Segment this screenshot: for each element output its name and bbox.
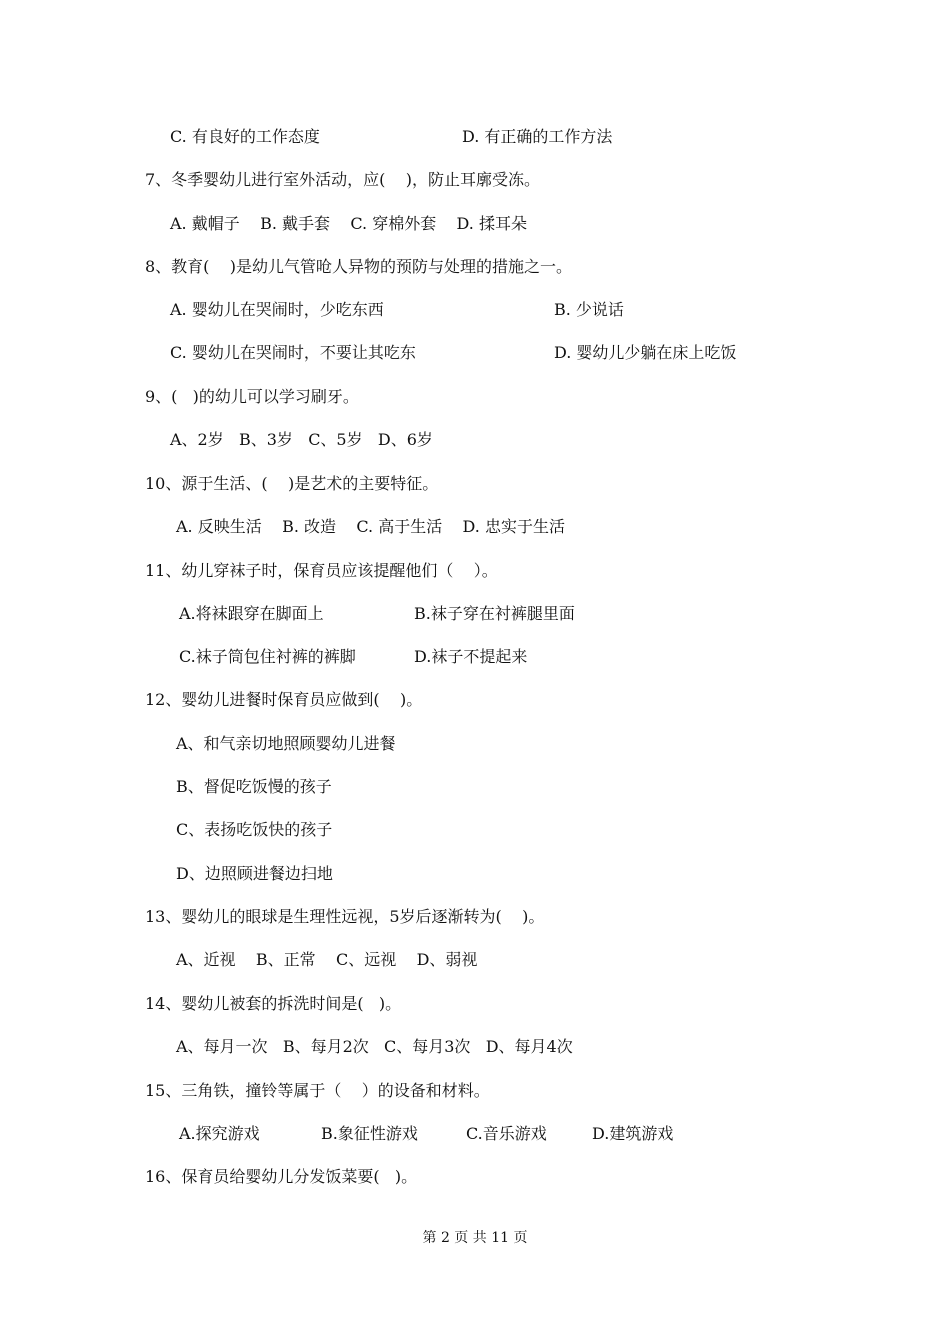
q14-options: A、每月一次 B、每月2次 C、每月3次 D、每月4次 — [176, 1037, 573, 1056]
q13-options: A、近视 B、正常 C、远视 D、弱视 — [176, 950, 478, 969]
q12-option-c: C、表扬吃饭快的孩子 — [176, 820, 333, 839]
q8-option-c: C. 婴幼儿在哭闹时，不要让其吃东 — [170, 343, 416, 362]
q11-option-b: B.袜子穿在衬裤腿里面 — [414, 604, 575, 623]
q15-option-c: C.音乐游戏 — [466, 1124, 547, 1143]
q11-option-c: C.袜子筒包住衬裤的裤脚 — [179, 647, 356, 666]
page-number-footer: 第 2 页 共 11 页 — [422, 1230, 528, 1246]
q7-question: 7、冬季婴幼儿进行室外活动，应( )，防止耳廓受冻。 — [145, 170, 541, 189]
q6-option-d: D. 有正确的工作方法 — [462, 127, 613, 146]
q15-option-b: B.象征性游戏 — [321, 1124, 418, 1143]
q15-option-a: A.探究游戏 — [179, 1124, 260, 1143]
q10-question: 10、源于生活、( )是艺术的主要特征。 — [145, 474, 439, 493]
q8-option-a: A. 婴幼儿在哭闹时，少吃东西 — [170, 300, 384, 319]
q13-question: 13、婴幼儿的眼球是生理性远视，5岁后逐渐转为( )。 — [145, 907, 545, 926]
q15-question: 15、三角铁，撞铃等属于（ ）的设备和材料。 — [145, 1081, 490, 1100]
q15-option-d: D.建筑游戏 — [592, 1124, 674, 1143]
q6-option-c: C. 有良好的工作态度 — [170, 127, 320, 146]
q11-option-a: A.将袜跟穿在脚面上 — [179, 604, 324, 623]
q11-question: 11、幼儿穿袜子时，保育员应该提醒他们（ ）。 — [145, 561, 498, 580]
q12-question: 12、婴幼儿进餐时保育员应做到( )。 — [145, 690, 423, 709]
q8-option-d: D. 婴幼儿少躺在床上吃饭 — [554, 343, 737, 362]
q8-question: 8、教育( )是幼儿气管呛人异物的预防与处理的措施之一。 — [145, 257, 573, 276]
q8-option-b: B. 少说话 — [554, 300, 624, 319]
q9-question: 9、( )的幼儿可以学习刷牙。 — [145, 387, 359, 406]
q12-option-d: D、边照顾进餐边扫地 — [176, 864, 333, 883]
q7-options: A. 戴帽子 B. 戴手套 C. 穿棉外套 D. 揉耳朵 — [170, 214, 527, 233]
q16-question: 16、保育员给婴幼儿分发饭菜要( )。 — [145, 1167, 418, 1186]
q12-option-b: B、督促吃饭慢的孩子 — [176, 777, 332, 796]
q9-options: A、2岁 B、3岁 C、5岁 D、6岁 — [170, 430, 433, 449]
q14-question: 14、婴幼儿被套的拆洗时间是( )。 — [145, 994, 402, 1013]
q12-option-a: A、和气亲切地照顾婴幼儿进餐 — [176, 734, 396, 753]
q10-options: A. 反映生活 B. 改造 C. 高于生活 D. 忠实于生活 — [176, 517, 565, 536]
q11-option-d: D.袜子不提起来 — [414, 647, 528, 666]
